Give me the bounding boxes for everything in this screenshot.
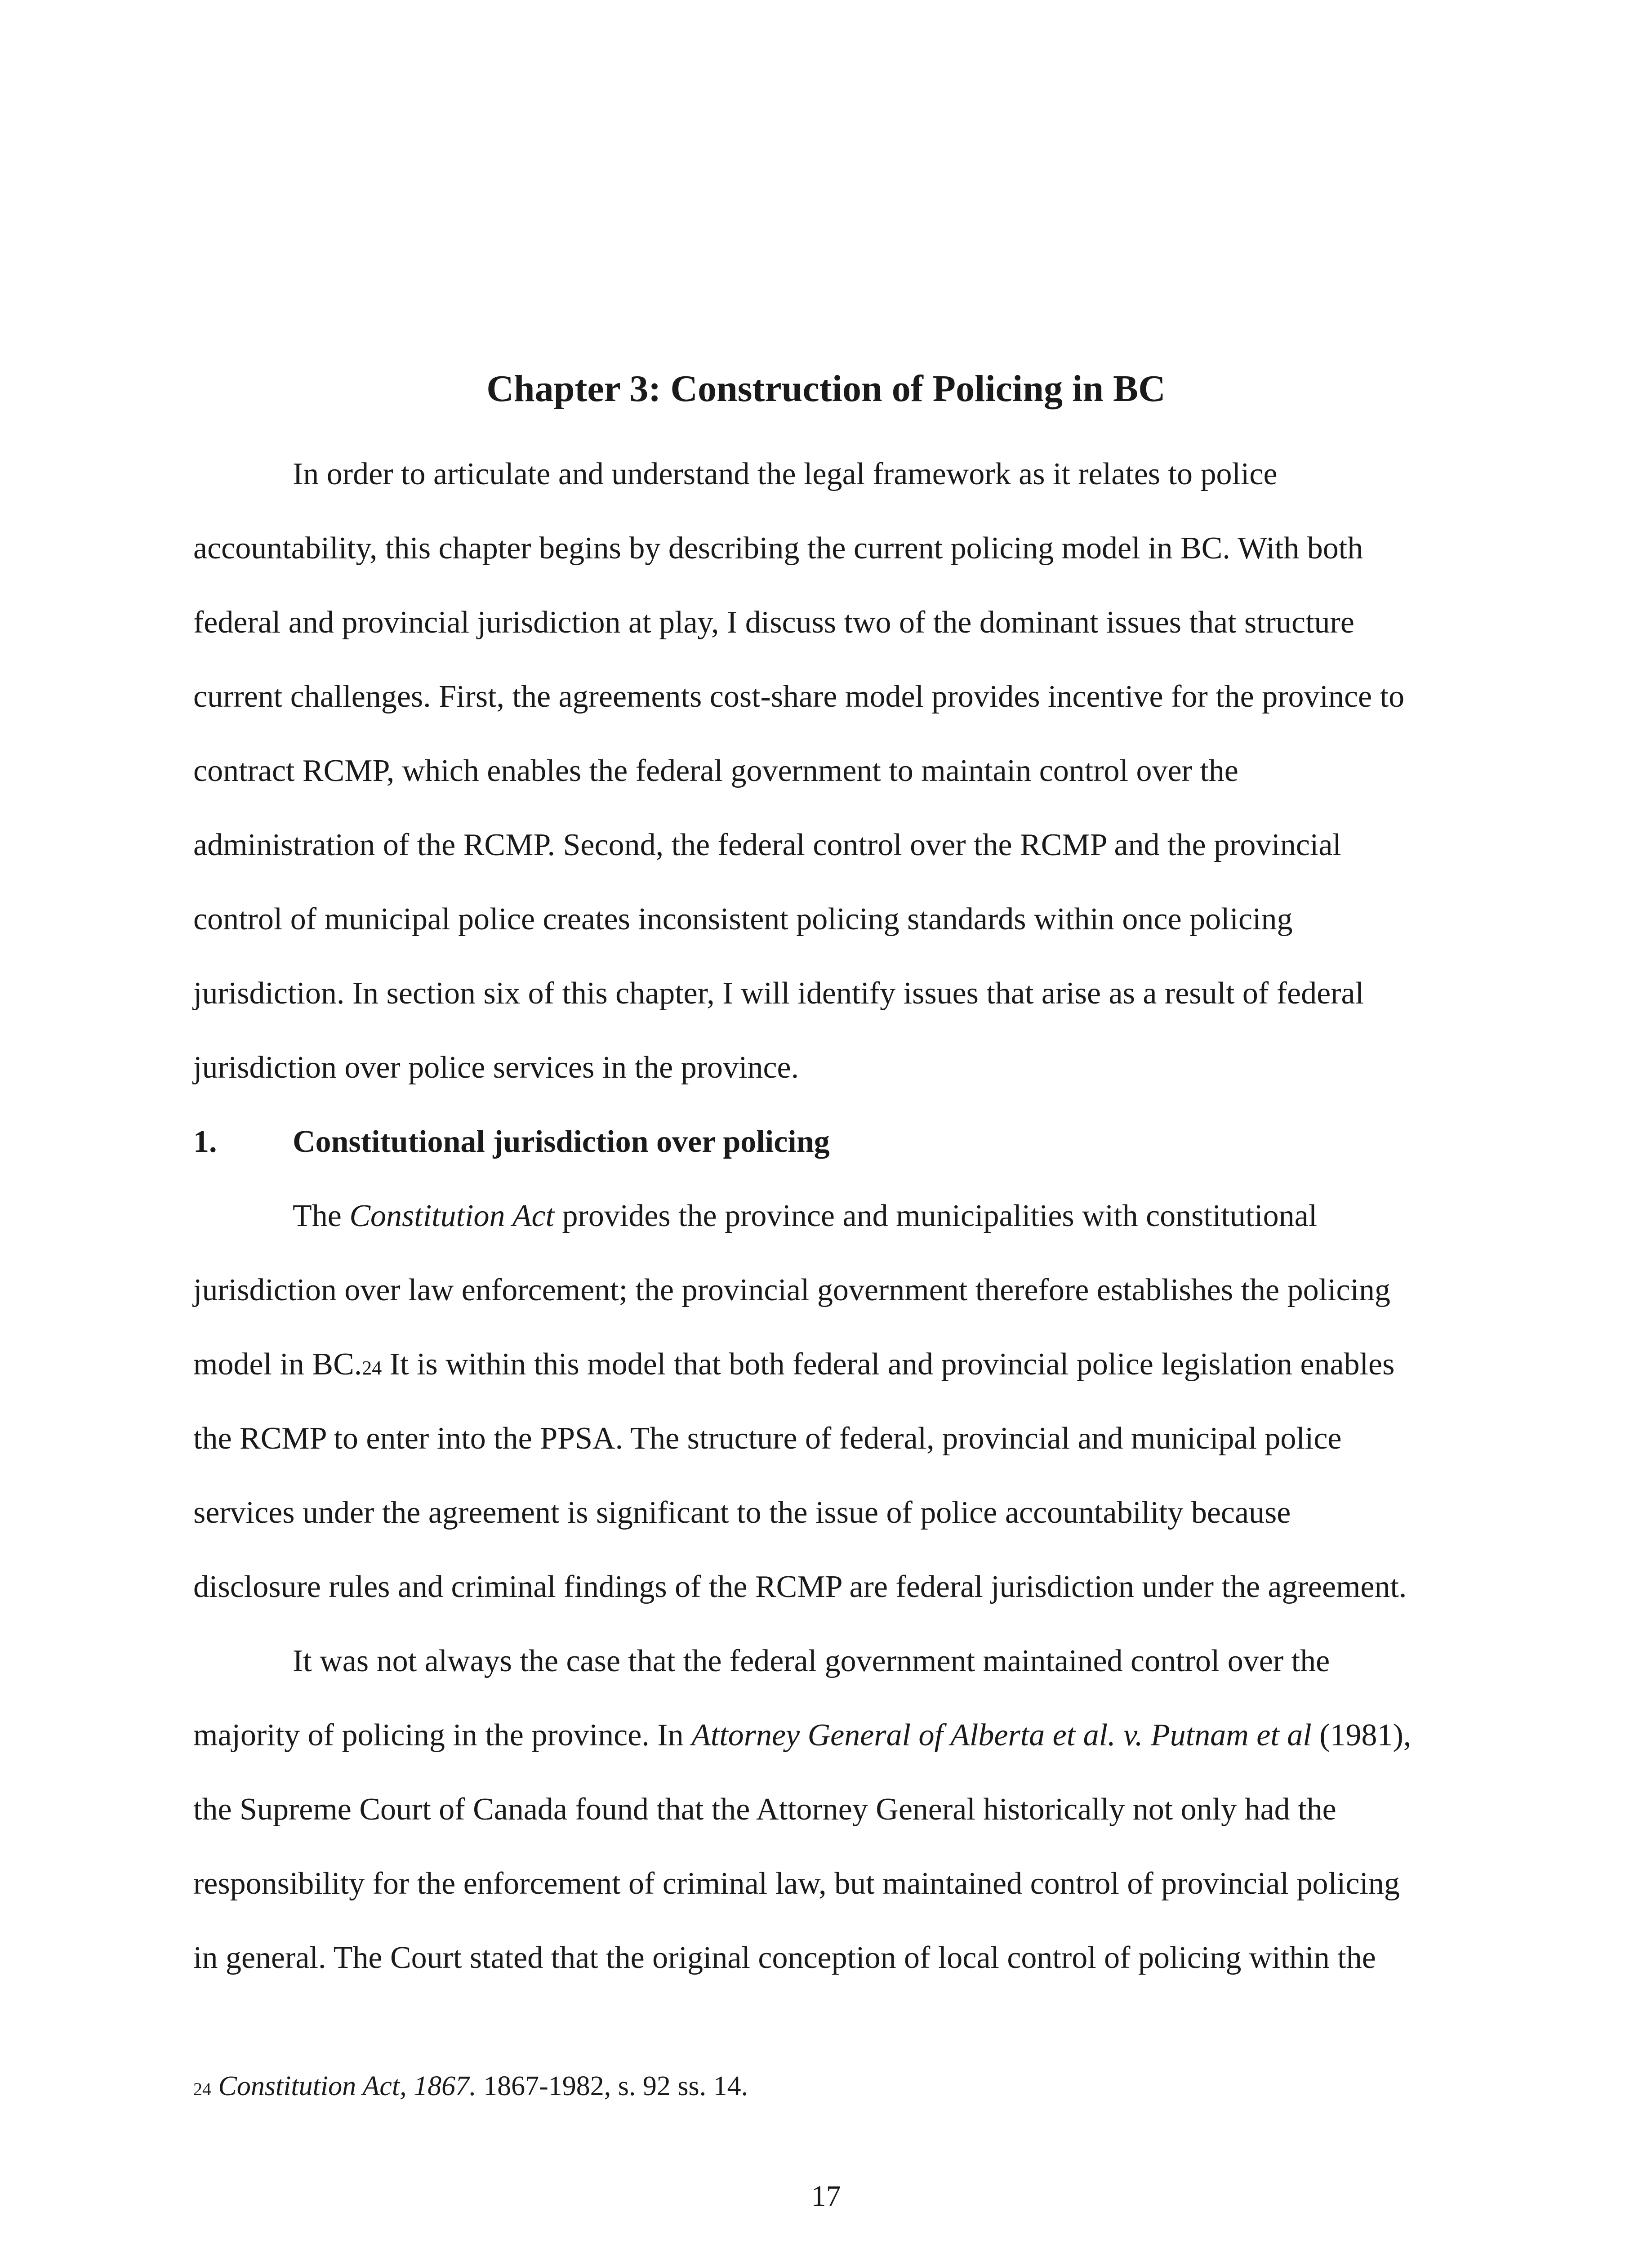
paragraph-1-line-6: administration of the RCMP. Second, the federal control over the RCMP and the provincial	[193, 828, 1341, 862]
paragraph-1-line-9: jurisdiction over police services in the province.	[193, 1050, 799, 1085]
paragraph-3-line-2-b: (1981),	[1311, 1718, 1412, 1753]
footnote-text: 1867-1982, s. 92 ss. 14.	[476, 2071, 748, 2101]
paragraph-1-line-7: control of municipal police creates inconsistent policing standards within once policing	[193, 902, 1293, 937]
paragraph-2-line-5: services under the agreement is significant to the issue of police accountability because	[193, 1495, 1291, 1530]
section-number: 1.	[193, 1124, 217, 1159]
constitution-act-title: Constitution Act	[349, 1199, 555, 1233]
paragraph-1-line-5: contract RCMP, which enables the federal government to maintain control over the	[193, 754, 1238, 788]
paragraph-3-line-2-a: majority of policing in the province. In	[193, 1718, 692, 1753]
paragraph-2-line-1-b: provides the province and municipalities with constitutional	[554, 1199, 1318, 1233]
footnote-mark: 24	[193, 2079, 211, 2099]
paragraph-2-line-1	[293, 1196, 1317, 1236]
chapter-title: Chapter 3: Construction of Policing in BC	[486, 368, 1166, 410]
paragraph-2-line-3-b: It is within this model that both federal and provincial police legislation enables	[382, 1347, 1395, 1382]
footnote-italic: Constitution Act, 1867.	[218, 2071, 476, 2101]
paragraph-3-line-4: responsibility for the enforcement of criminal law, but maintained control of provincial policing	[193, 1866, 1400, 1901]
footnote-reference: 24	[362, 1357, 382, 1379]
page-number: 17	[811, 2180, 841, 2212]
paragraph-3-line-2	[193, 1715, 1411, 1756]
footnote	[193, 2068, 748, 2107]
paragraph-1-line-2: accountability, this chapter begins by describing the current policing model in BC. With both	[193, 531, 1363, 566]
paragraph-3-line-1: It was not always the case that the federal government maintained control over the	[293, 1644, 1330, 1678]
paragraph-1-line-1: In order to articulate and understand the legal framework as it relates to police	[293, 457, 1278, 491]
paragraph-2-line-1-a: The	[293, 1199, 350, 1233]
paragraph-3-line-3: the Supreme Court of Canada found that the Attorney General historically not only had the	[193, 1792, 1336, 1827]
paragraph-1-line-8: jurisdiction. In section six of this chapter, I will identify issues that arise as a result of federal	[193, 976, 1364, 1011]
paragraph-2-line-3-a: model in BC.	[193, 1347, 362, 1382]
paragraph-2-line-4: the RCMP to enter into the PPSA. The structure of federal, provincial and municipal police	[193, 1421, 1342, 1456]
section-heading: Constitutional jurisdiction over policing	[293, 1124, 830, 1159]
paragraph-3-line-5: in general. The Court stated that the original conception of local control of policing within the	[193, 1940, 1376, 1975]
paragraph-1-line-4: current challenges. First, the agreements cost-share model provides incentive for the province to	[193, 679, 1405, 714]
paragraph-2-line-2: jurisdiction over law enforcement; the provincial government therefore establishes the policing	[193, 1273, 1391, 1307]
paragraph-1-line-3: federal and provincial jurisdiction at play, I discuss two of the dominant issues that structure	[193, 605, 1354, 640]
paragraph-2-line-6: disclosure rules and criminal findings of the RCMP are federal jurisdiction under the agreement.	[193, 1570, 1407, 1604]
paragraph-2-line-3	[193, 1344, 1394, 1388]
case-citation: Attorney General of Alberta et al. v. Putnam et al	[691, 1718, 1312, 1753]
